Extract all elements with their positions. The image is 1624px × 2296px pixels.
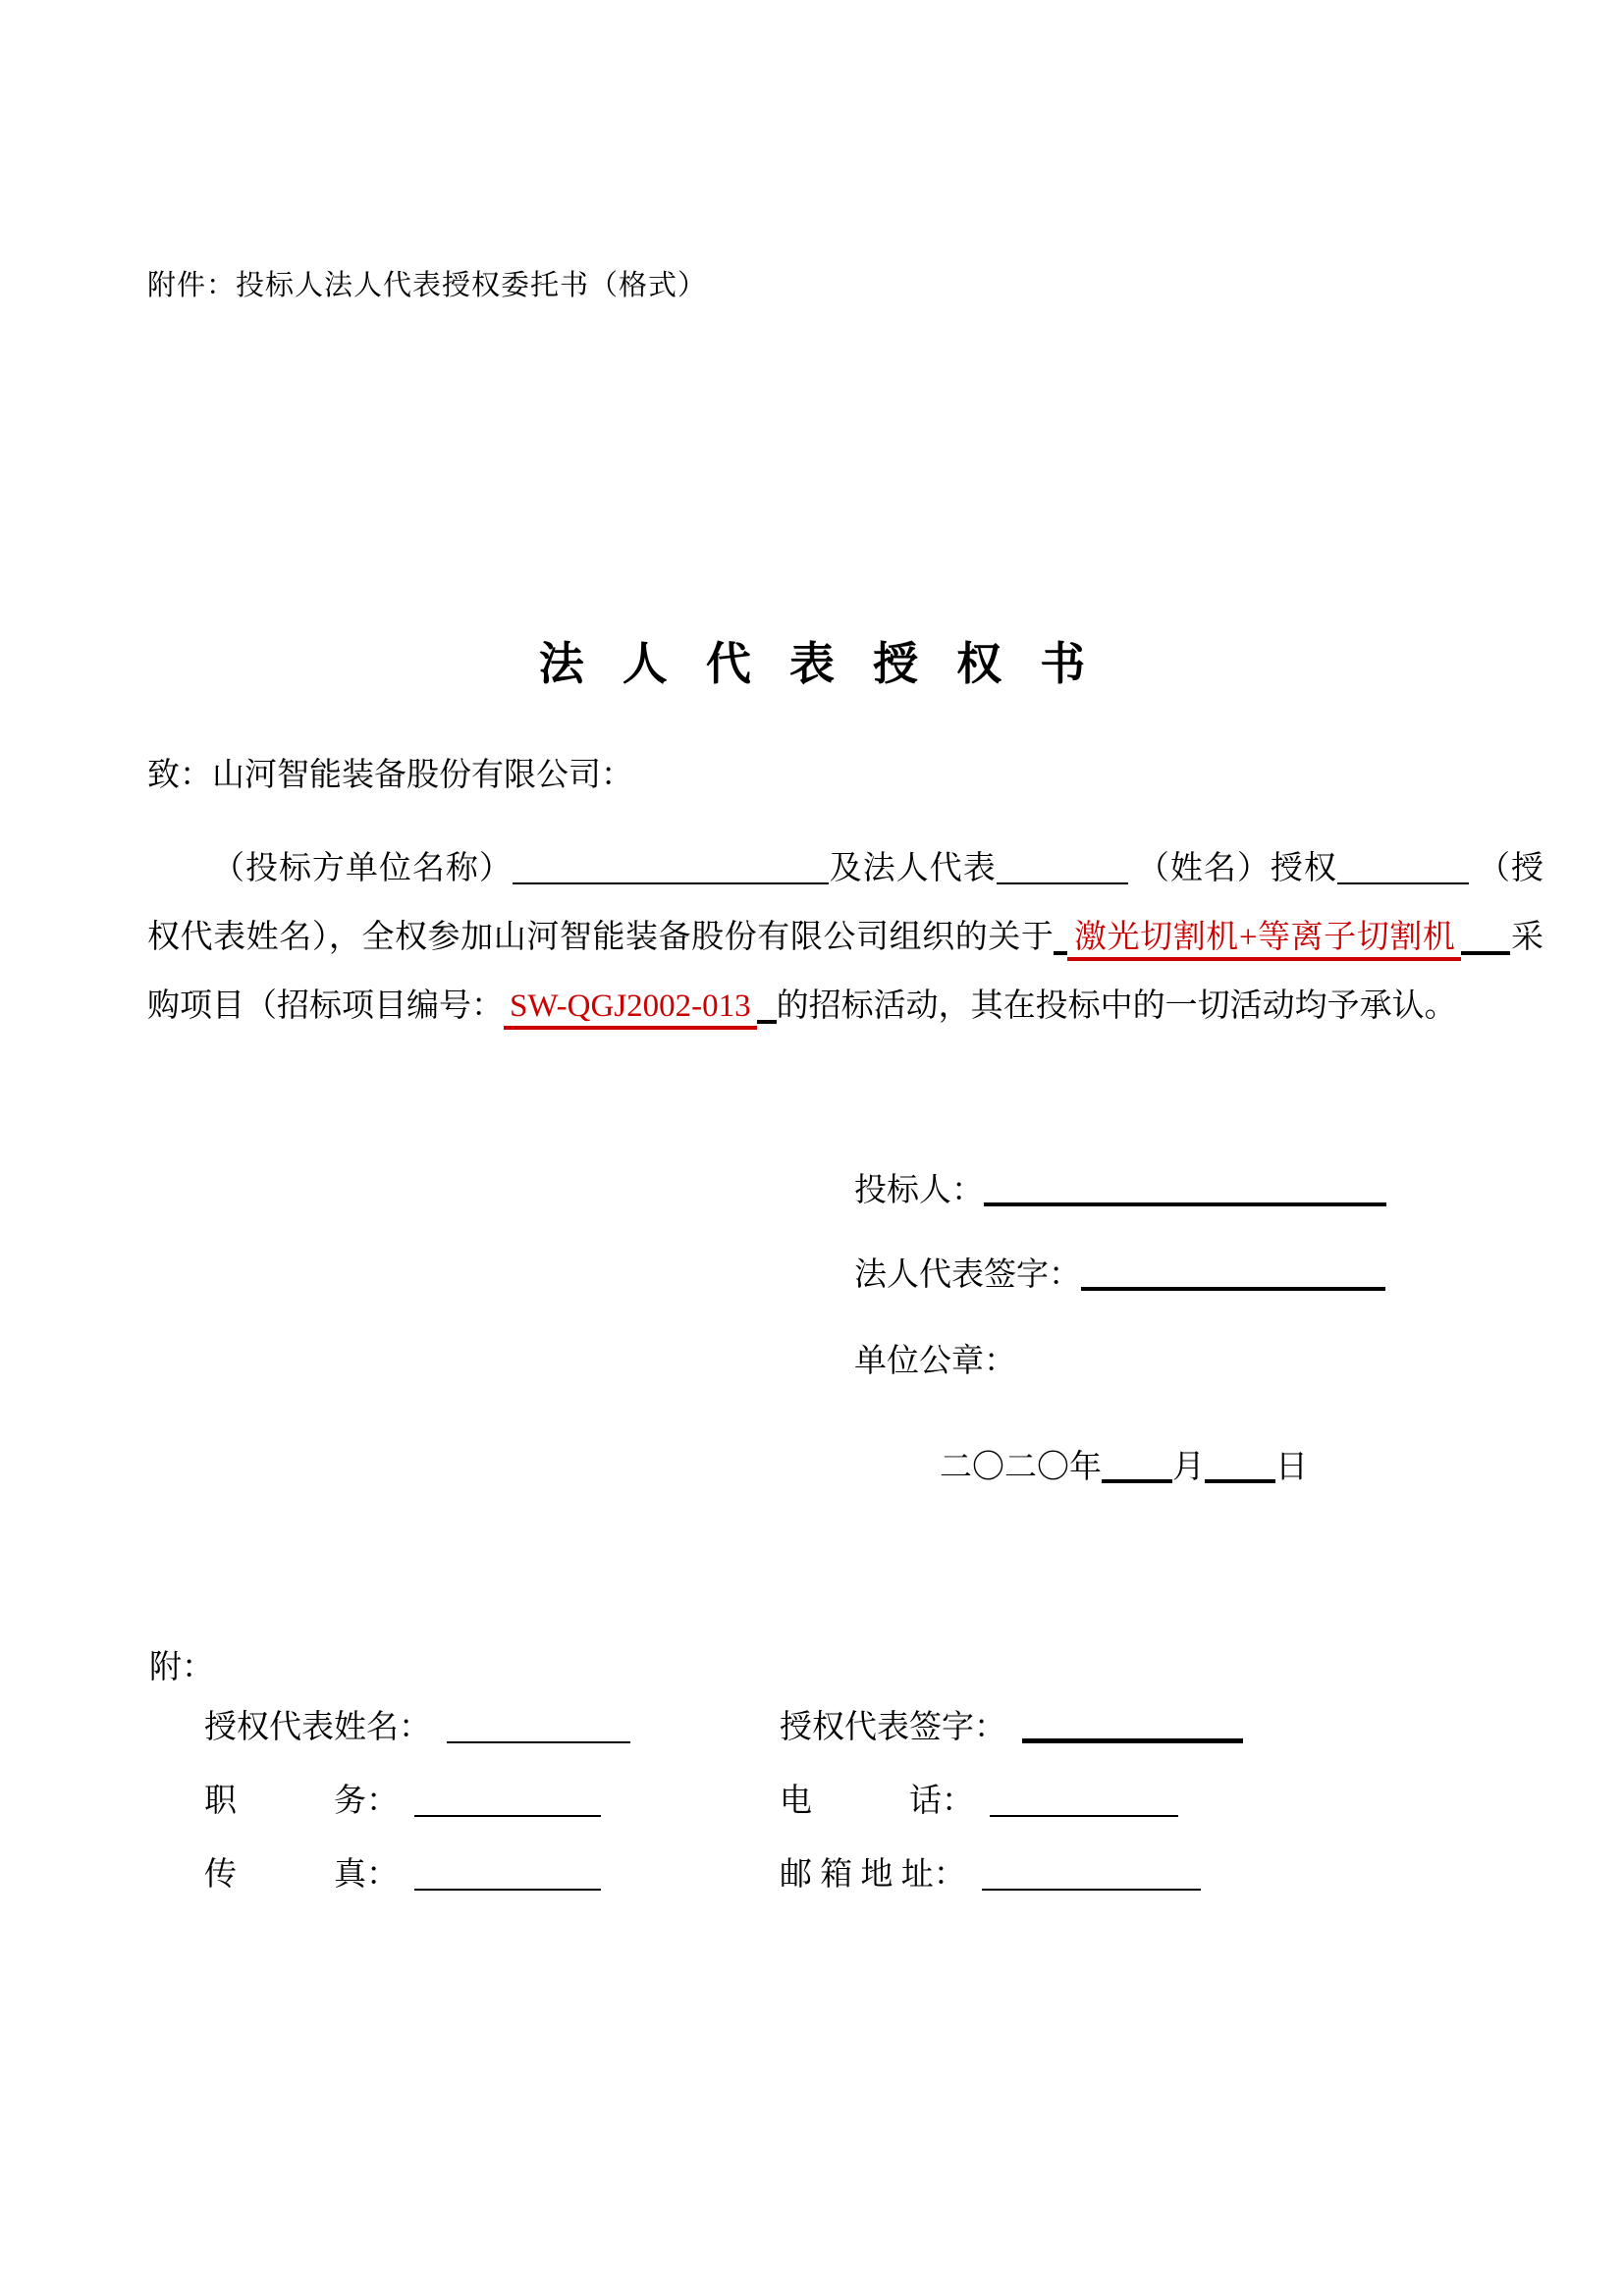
email-blank xyxy=(982,1857,1201,1891)
bidder-label: 投标人： xyxy=(854,1173,984,1208)
position-label: 职 务： xyxy=(204,1784,399,1819)
date-year-label: 二〇二〇年 xyxy=(940,1450,1102,1485)
project-code-highlight: SW-QGJ2002-013 xyxy=(504,988,757,1030)
underline-segment xyxy=(1461,922,1510,955)
phone-label: 电 话： xyxy=(780,1784,974,1819)
unit-name-label: （投标方单位名称） xyxy=(212,851,513,886)
underline-segment xyxy=(757,990,777,1024)
rep-name-blank xyxy=(447,1710,630,1743)
date-day-label: 日 xyxy=(1275,1450,1308,1485)
phone-row xyxy=(780,1775,1178,1821)
bidder-blank xyxy=(984,1173,1386,1206)
project-name-highlight: 激光切割机+等离子切割机 xyxy=(1067,920,1461,961)
fax-label: 传 真： xyxy=(204,1857,399,1893)
fax-blank xyxy=(414,1857,601,1891)
seal-label: 单位公章： xyxy=(854,1344,1016,1379)
position-blank xyxy=(414,1784,601,1817)
legal-rep-label: 及法人代表 xyxy=(828,851,997,886)
rep-sign-label: 授权代表签字： xyxy=(780,1710,1006,1745)
day-blank xyxy=(1205,1450,1275,1483)
appendix-heading: 附： xyxy=(149,1650,214,1685)
rep-sign-blank xyxy=(1022,1710,1243,1743)
rep-name-row xyxy=(204,1701,630,1747)
rep-sign-row xyxy=(780,1701,1243,1747)
company-seal-row xyxy=(854,1335,1016,1381)
month-blank xyxy=(1102,1450,1172,1483)
email-row xyxy=(780,1848,1201,1895)
legal-rep-name-blank xyxy=(997,851,1128,884)
name-authorize-label: （姓名）授权 xyxy=(1136,851,1337,886)
authorization-paragraph xyxy=(147,834,1543,1041)
authorize-body-text: （授权代表姓名），全权参加山河智能装备股份有限公司组织的关于 xyxy=(147,851,1544,955)
legal-rep-signature-row xyxy=(854,1249,1385,1295)
legal-rep-sign-label: 法人代表签字： xyxy=(854,1257,1081,1293)
rep-name-label: 授权代表姓名： xyxy=(204,1710,431,1745)
date-month-label: 月 xyxy=(1172,1450,1205,1485)
fax-row xyxy=(204,1848,601,1895)
position-row xyxy=(204,1775,601,1821)
addressee-line: 致：山河智能装备股份有限公司： xyxy=(147,758,633,793)
date-row xyxy=(940,1441,1308,1487)
unit-name-blank xyxy=(513,851,829,884)
email-label: 邮 箱 地 址： xyxy=(780,1857,966,1893)
closing-text: 的招标活动，其在投标中的一切活动均予承认。 xyxy=(776,988,1457,1024)
attachment-note: 附件：投标人法人代表授权委托书（格式） xyxy=(147,270,708,301)
phone-blank xyxy=(990,1784,1178,1817)
procurement-project-text: 采购项目（招标项目编号： xyxy=(147,920,1544,1024)
bidder-signature-row xyxy=(854,1164,1386,1210)
underline-segment xyxy=(1054,922,1067,955)
legal-rep-sign-blank xyxy=(1081,1257,1385,1291)
authorized-name-blank xyxy=(1337,851,1469,884)
document-title: 法人代表授权书 xyxy=(538,639,1124,689)
